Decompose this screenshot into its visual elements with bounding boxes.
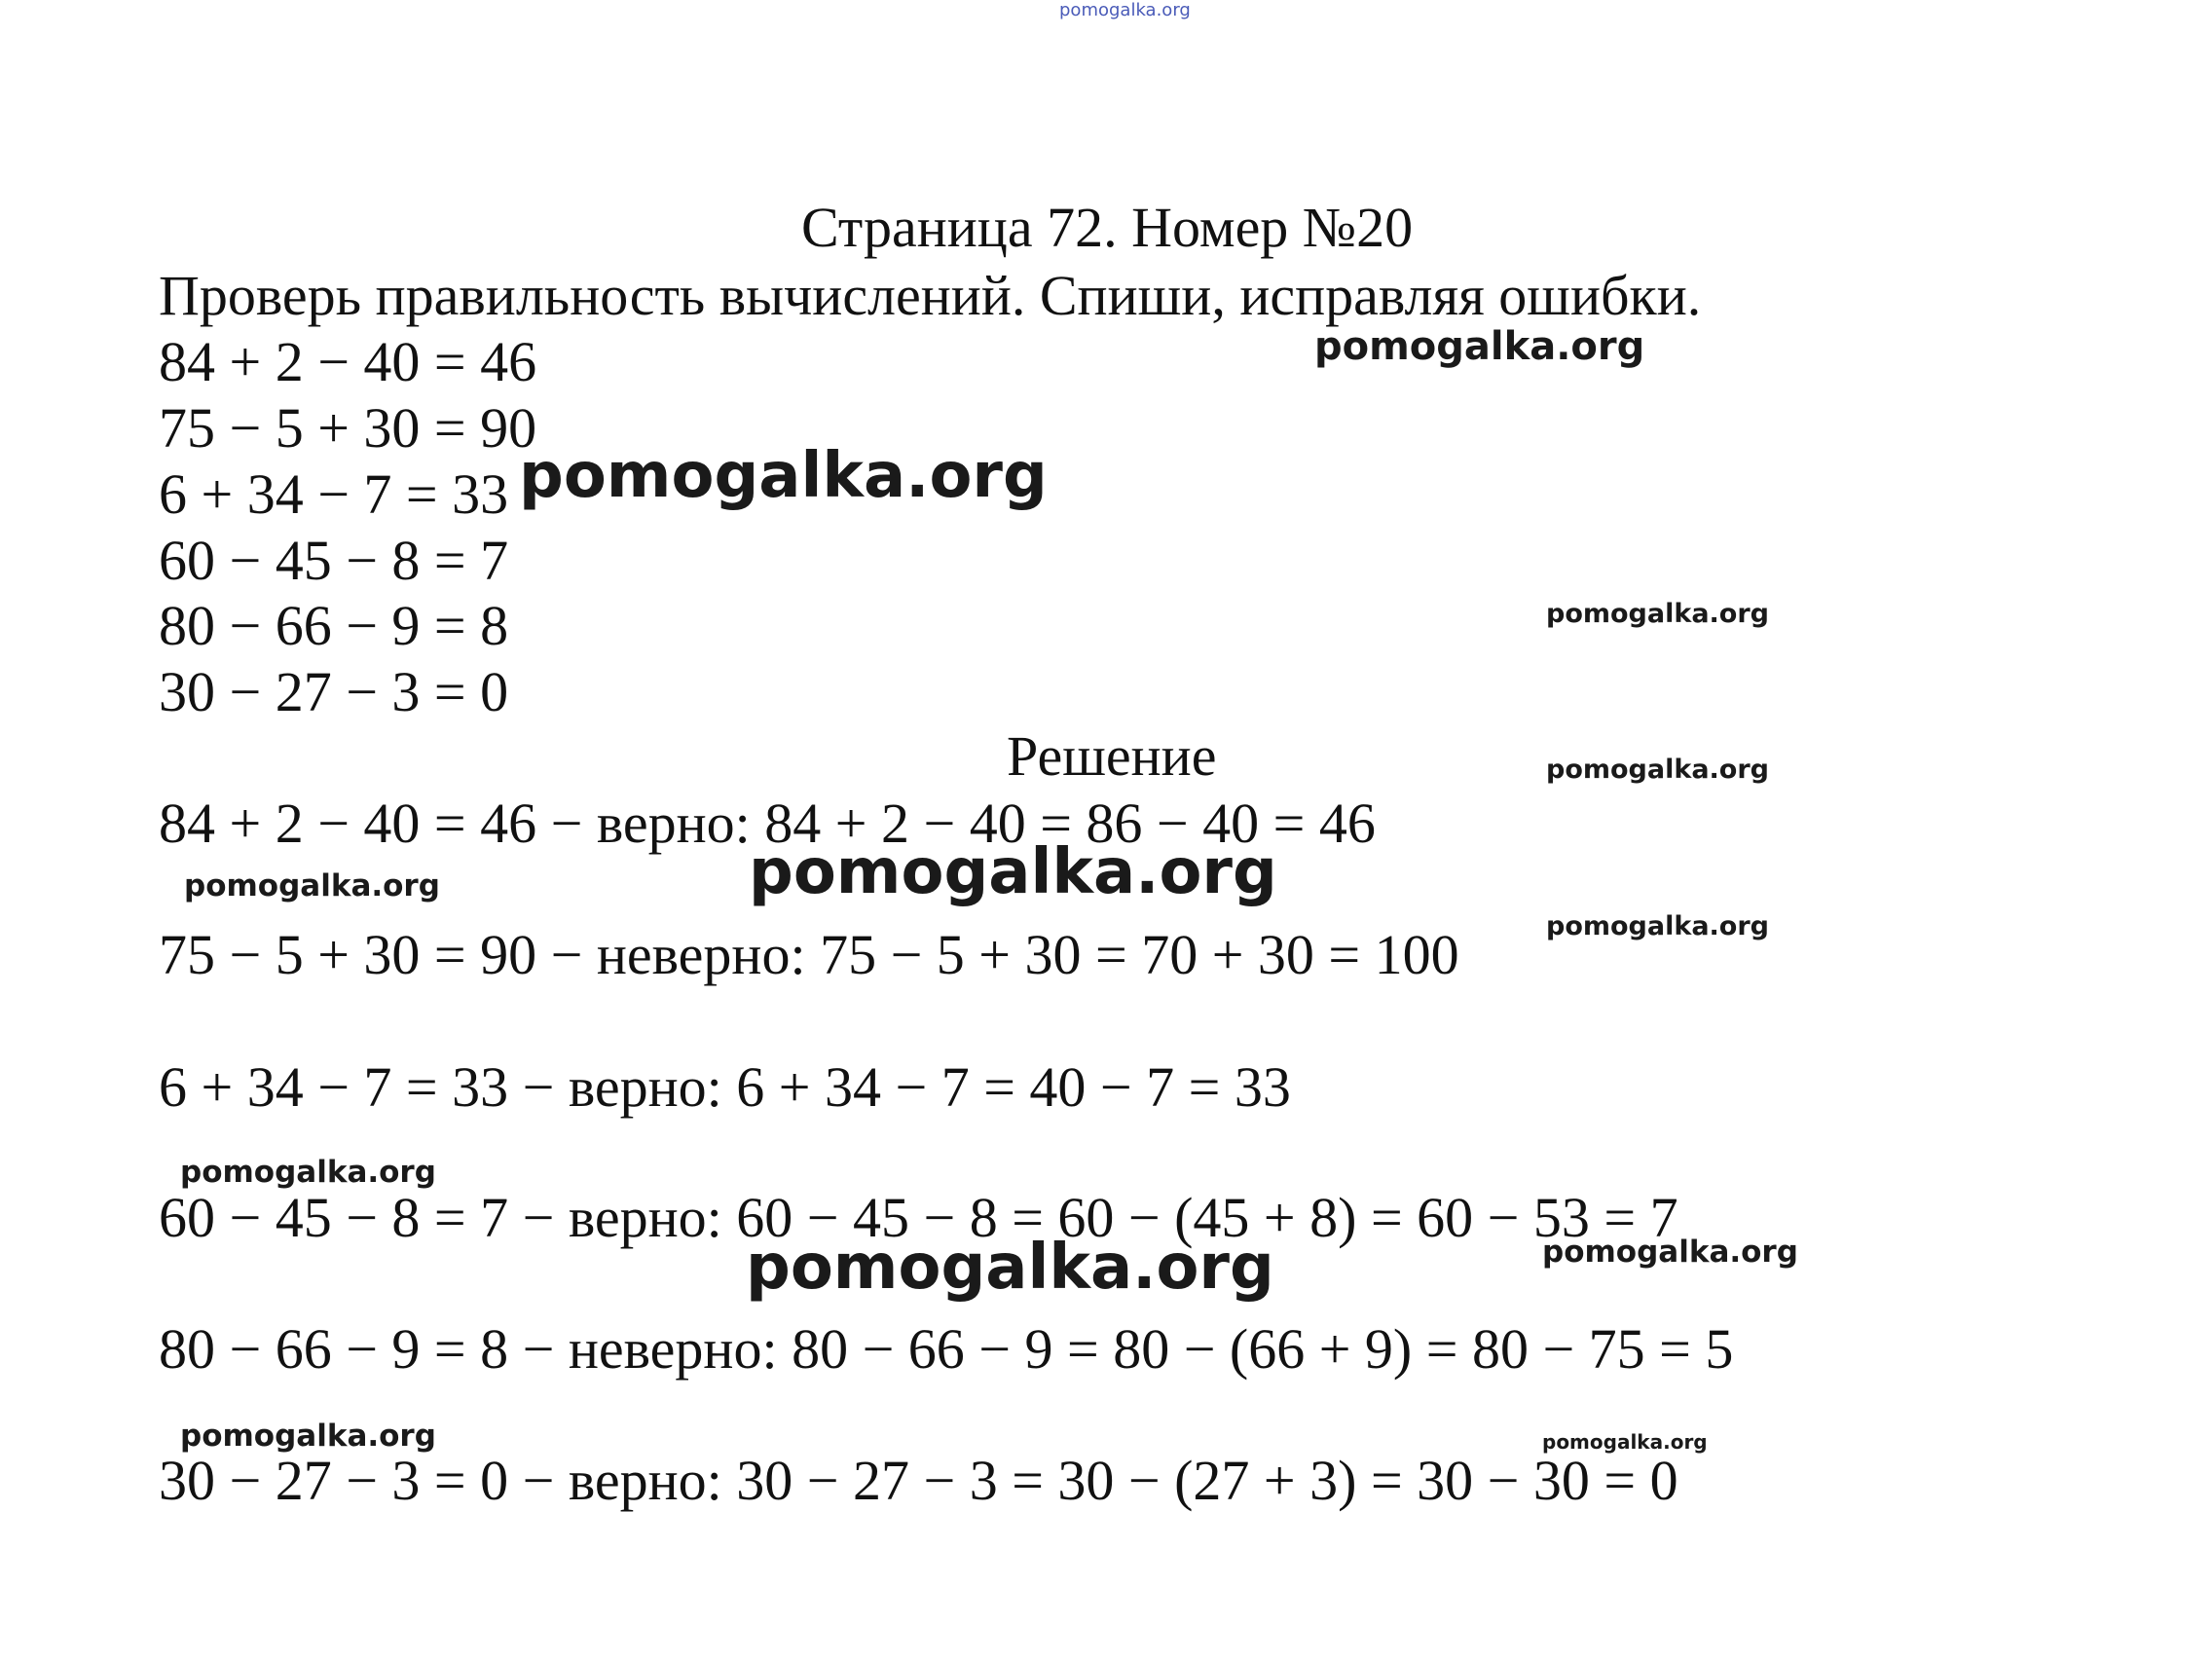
task-expression-3: 6 + 34 − 7 = 33 (159, 462, 509, 526)
solution-line-1: 84 + 2 − 40 = 46 − верно: 84 + 2 − 40 = 86 − 40 = 46 (159, 792, 1376, 855)
page-title: Страница 72. Номер №20 (801, 196, 1414, 259)
task-expression-2: 75 − 5 + 30 = 90 (159, 396, 537, 460)
solution-line-4: 60 − 45 − 8 = 7 − верно: 60 − 45 − 8 = 60 − (45 + 8) = 60 − 53 = 7 (159, 1186, 1678, 1249)
task-expression-6: 30 − 27 − 3 = 0 (159, 660, 509, 723)
watermark: pomogalka.org (749, 836, 1277, 908)
task-expression-4: 60 − 45 − 8 = 7 (159, 529, 509, 592)
solution-line-5: 80 − 66 − 9 = 8 − неверно: 80 − 66 − 9 = 80 − (66 + 9) = 80 − 75 = 5 (159, 1317, 1734, 1381)
solution-line-2: 75 − 5 + 30 = 90 − неверно: 75 − 5 + 30 = 70 + 30 = 100 (159, 923, 1459, 986)
task-expression-5: 80 − 66 − 9 = 8 (159, 594, 509, 657)
watermark: pomogalka.org (180, 1155, 436, 1190)
watermark: pomogalka.org (1546, 755, 1769, 785)
watermark: pomogalka.org (180, 1419, 436, 1454)
watermark: pomogalka.org (1314, 324, 1645, 369)
watermark: pomogalka.org (1546, 599, 1769, 629)
task-expression-1: 84 + 2 − 40 = 46 (159, 330, 537, 393)
solution-heading: Решение (1007, 724, 1217, 788)
watermark: pomogalka.org (1546, 911, 1769, 941)
task-instruction: Проверь правильность вычислений. Спиши, исправляя ошибки. (159, 264, 1702, 327)
watermark: pomogalka.org (1542, 1430, 1708, 1454)
watermark: pomogalka.org (1542, 1235, 1798, 1270)
solution-line-6: 30 − 27 − 3 = 0 − верно: 30 − 27 − 3 = 30 − (27 + 3) = 30 − 30 = 0 (159, 1449, 1678, 1512)
solution-line-3: 6 + 34 − 7 = 33 − верно: 6 + 34 − 7 = 40 − 7 = 33 (159, 1055, 1291, 1119)
watermark: pomogalka.org (184, 868, 440, 903)
watermark-top: pomogalka.org (1059, 0, 1191, 20)
watermark: pomogalka.org (519, 440, 1048, 512)
watermark: pomogalka.org (746, 1232, 1274, 1304)
